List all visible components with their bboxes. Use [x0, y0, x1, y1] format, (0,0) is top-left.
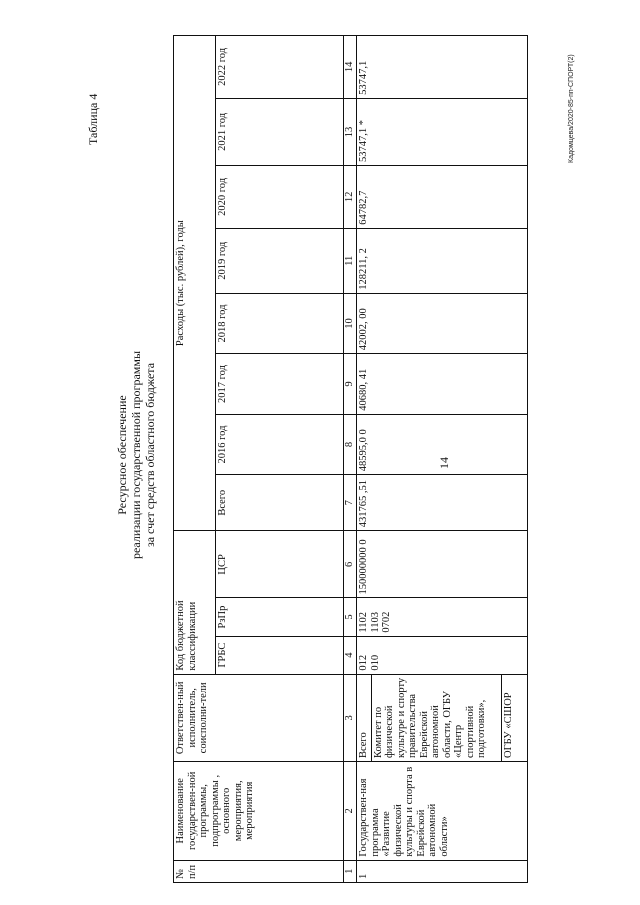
row-responsible-next: ОГБУ «СШОР	[501, 674, 527, 761]
header-2018: 2018 год	[216, 293, 344, 354]
column-number: 14	[344, 36, 357, 99]
column-number: 3	[344, 674, 357, 761]
header-code-group: Код бюджетной классификации	[174, 531, 216, 674]
title-line: за счет средств областного бюджета	[143, 362, 157, 548]
header-2021: 2021 год	[216, 98, 344, 165]
header-grbs: ГРБС	[216, 636, 344, 674]
page-number: 14	[437, 457, 451, 469]
resource-table	[173, 35, 528, 883]
table-label: Таблица 4	[86, 93, 100, 145]
column-number: 6	[344, 531, 357, 598]
row-2017: 40680, 41	[357, 354, 528, 415]
title-line: Ресурсное обеспечение	[115, 395, 129, 515]
header-expenses-group: Расходы (тыс. рублей), годы	[174, 36, 216, 531]
header-row	[174, 36, 216, 883]
header-2019: 2019 год	[216, 228, 344, 293]
column-number: 2	[344, 762, 357, 861]
column-number: 13	[344, 98, 357, 165]
header-total: Всего	[216, 475, 344, 531]
row-num: 1	[357, 860, 528, 882]
header-2016: 2016 год	[216, 414, 344, 475]
column-number: 7	[344, 475, 357, 531]
row-responsible-detail: Комитет по физической культуре и спорту правительства Еврейской автономной области, ОГБУ «Центр спортивной подготовки»,	[371, 674, 501, 761]
row-2021: 53747,1 *	[357, 98, 528, 165]
document-title	[115, 295, 157, 615]
row-2018: 42002, 00	[357, 293, 528, 354]
row-program-name: Государствен-ная программа «Развитие физической культуры и спорта в Еврейской автономной области»	[357, 762, 528, 861]
header-csr: ЦСР	[216, 531, 344, 598]
header-name: Наименование государствен-ной программы, подпрограммы , основного мероприятия, мероприятия	[174, 762, 344, 861]
column-number: 8	[344, 414, 357, 475]
header-2017: 2017 год	[216, 354, 344, 415]
column-number: 5	[344, 598, 357, 636]
column-number: 4	[344, 636, 357, 674]
row-responsible-total: Всего	[357, 674, 372, 761]
row-2016: 48595,0 0	[357, 414, 528, 475]
column-number: 11	[344, 228, 357, 293]
row-2019: 128211, 2	[357, 228, 528, 293]
column-number: 12	[344, 166, 357, 229]
row-csr: 150000000 0	[357, 531, 528, 598]
watermark: Кадомцева/2020-85-пп-СПОРТ(2)	[568, 54, 575, 163]
column-number: 10	[344, 293, 357, 354]
header-rzpr: РзПр	[216, 598, 344, 636]
header-2022: 2022 год	[216, 36, 344, 99]
row-2022: 53747,1	[357, 36, 528, 99]
header-2020: 2020 год	[216, 166, 344, 229]
header-responsible: Ответствен-ный исполнитель, соисполни-тели	[174, 674, 344, 761]
column-number-row	[344, 36, 357, 883]
row-rzpr: 1102 1103 0702	[357, 598, 528, 636]
column-number: 1	[344, 860, 357, 882]
row-2020: 64782,7	[357, 166, 528, 229]
header-num: № п/п	[174, 860, 344, 882]
row-grbs: 012 010	[357, 636, 528, 674]
title-line: реализации государственной программы	[129, 350, 143, 560]
table-row	[357, 36, 372, 883]
column-number: 9	[344, 354, 357, 415]
row-total: 431765 ,51	[357, 475, 528, 531]
